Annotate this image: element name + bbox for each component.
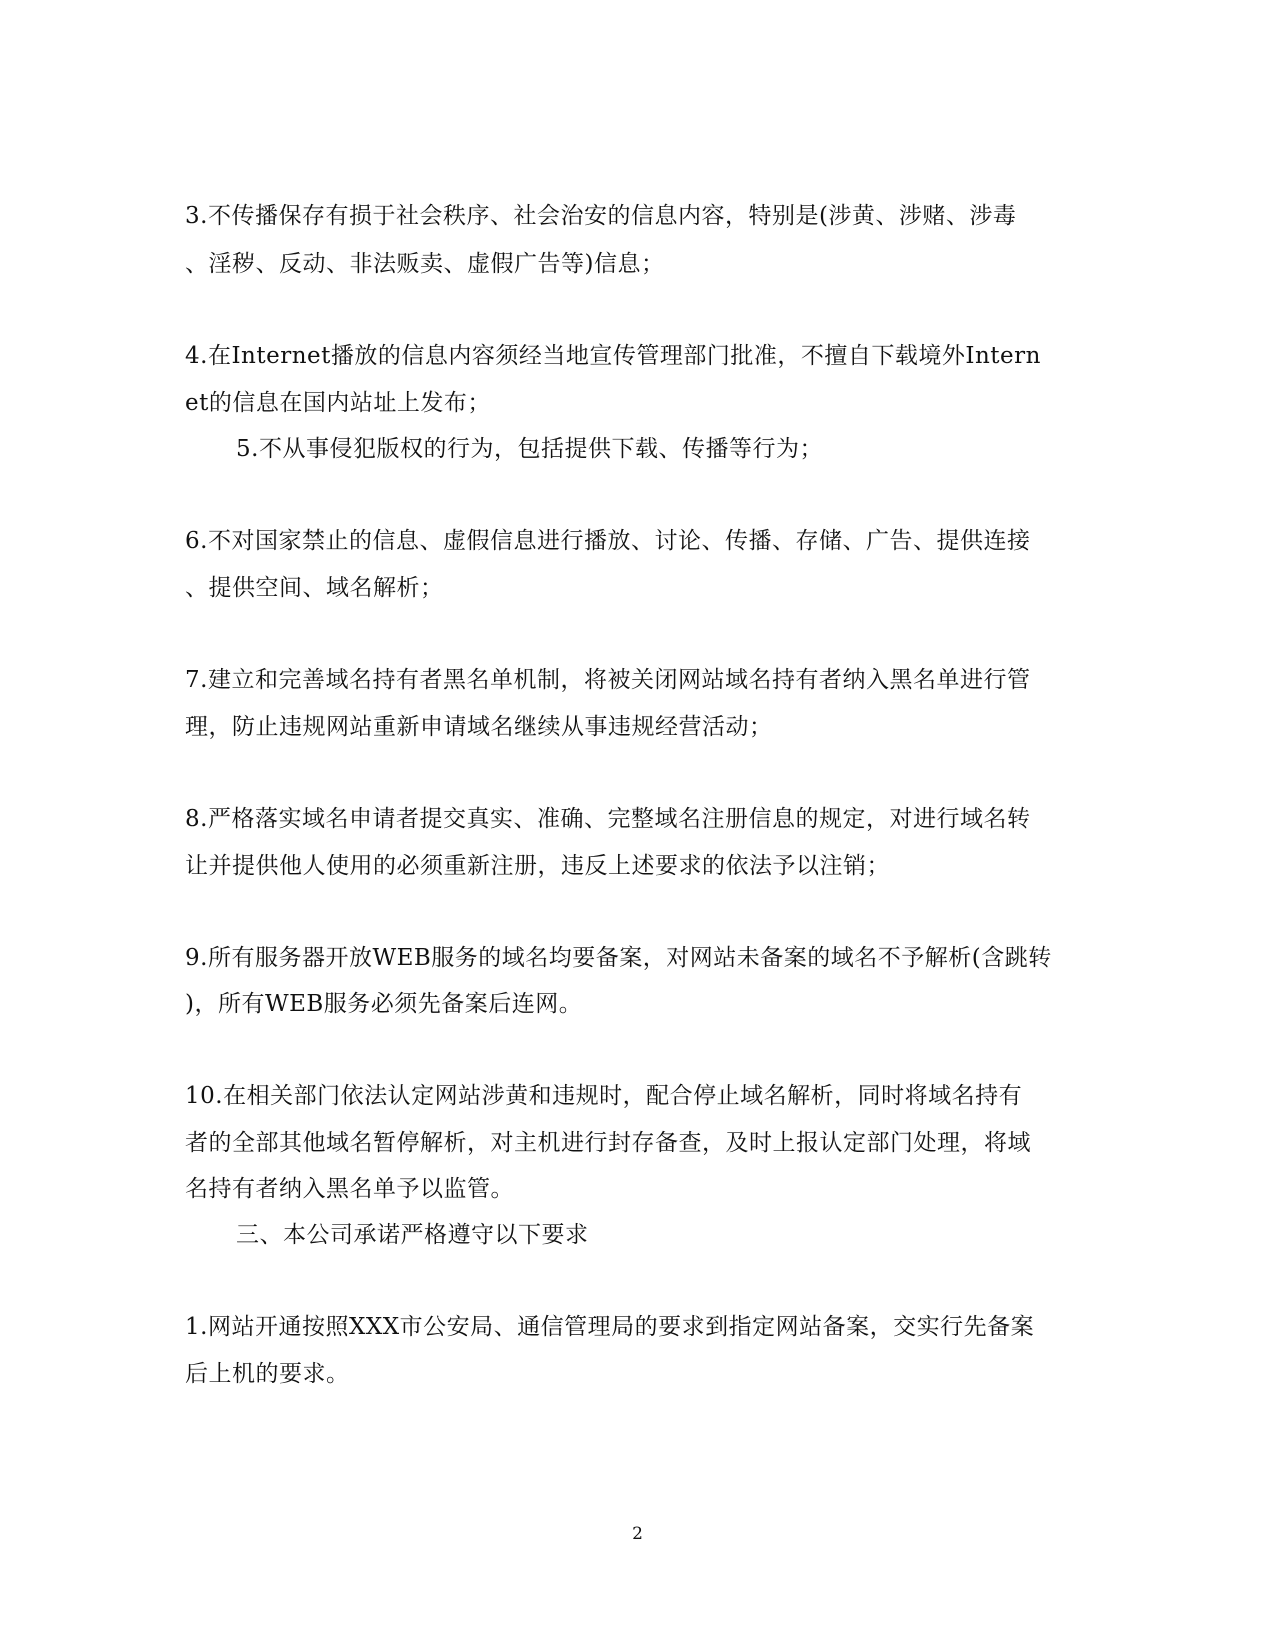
text-line: 名持有者纳入黑名单予以监管。 <box>185 1176 514 1202</box>
text-line: 5.不从事侵犯版权的行为，包括提供下载、传播等行为； <box>236 436 823 462</box>
text-line: 3.不传播保存有损于社会秩序、社会治安的信息内容，特别是(涉黄、涉赌、涉毒 <box>185 203 1017 229</box>
text-line: 理，防止违规网站重新申请域名继续从事违规经营活动； <box>185 714 773 740</box>
text-line: 让并提供他人使用的必须重新注册，违反上述要求的依法予以注销； <box>185 853 890 879</box>
text-line: 4.在Internet播放的信息内容须经当地宣传管理部门批准，不擅自下载境外Intern <box>185 343 1041 369</box>
text-line: 9.所有服务器开放WEB服务的域名均要备案，对网站未备案的域名不予解析(含跳转 <box>185 945 1052 971</box>
text-line: 、淫秽、反动、非法贩卖、虚假广告等)信息； <box>185 251 665 277</box>
page-number: 2 <box>632 1524 643 1544</box>
text-line: 者的全部其他域名暂停解析，对主机进行封存备查，及时上报认定部门处理，将域 <box>185 1130 1031 1156</box>
text-line: 7.建立和完善域名持有者黑名单机制，将被关闭网站域名持有者纳入黑名单进行管 <box>185 667 1031 693</box>
text-line: 8.严格落实域名申请者提交真实、准确、完整域名注册信息的规定，对进行域名转 <box>185 806 1031 832</box>
text-line: )，所有WEB服务必须先备案后连网。 <box>185 991 583 1017</box>
section-heading: 三、本公司承诺严格遵守以下要求 <box>236 1222 589 1248</box>
text-line: 10.在相关部门依法认定网站涉黄和违规时，配合停止域名解析，同时将域名持有 <box>185 1083 1023 1109</box>
text-line: 6.不对国家禁止的信息、虚假信息进行播放、讨论、传播、存储、广告、提供连接 <box>185 528 1031 554</box>
text-line: 后上机的要求。 <box>185 1361 350 1387</box>
text-line: 1.网站开通按照XXX市公安局、通信管理局的要求到指定网站备案，交实行先备案 <box>185 1314 1035 1340</box>
text-line: et的信息在国内站址上发布； <box>185 390 491 416</box>
text-line: 、提供空间、域名解析； <box>185 575 444 601</box>
